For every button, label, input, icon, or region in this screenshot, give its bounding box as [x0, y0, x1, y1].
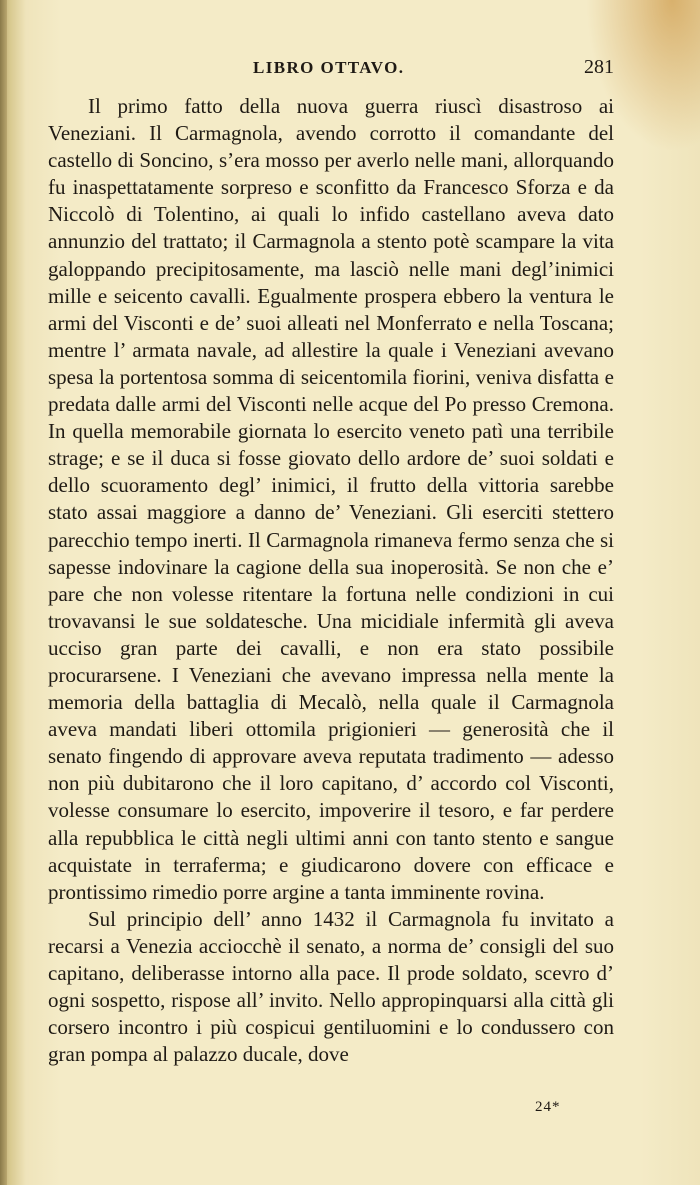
signature-mark: 24*	[535, 1099, 561, 1115]
paragraph: Il primo fatto della nuova guerra riuscì disastroso ai Veneziani. Il Carmagnola, avendo corrotto il comandante del castello di Soncino, s’era mosso per averlo nelle mani, allorquando fu inaspettatamente sorpreso e sconfitto da Francesco Sforza e da Niccolò di Tolentino, ai quali lo infido castellano aveva dato annunzio del trattato; il Carmagnola a stento potè scampare la vita galoppando precipitosamente, ma lasciò nelle mani degl’inimici mille e seicento cavalli. Egualmente prospera ebbero la ventura le armi del Visconti e de’ suoi alleati nel Monferrato e nella Toscana; mentre l’ armata navale, ad allestire la quale i Veneziani avevano spesa la portentosa somma di seicentomila fiorini, veniva disfatta e predata dalle armi del Visconti nelle acque del Po presso Cremona. In quella memorabile giornata lo esercito veneto patì una terribile strage; e se il duca si fosse giovato dello ardore de’ suoi soldati e dello scuoramento degl’ inimici, il frutto della vittoria sarebbe stato assai maggiore a danno de’ Veneziani. Gli eserciti stettero parecchio tempo inerti. Il Carmagnola rimaneva fermo senza che si sapesse indovinare la cagione della sua inoperosità. Se non che e’ pare che non volesse ritentare la fortuna nelle condizioni in cui trovavansi le sue soldatesche. Una micidiale infermità gli aveva ucciso gran parte dei cavalli, e non era stato possibile procurarsene. I Veneziani che avevano impressa nella mente la memoria della battaglia di Mecalò, nella quale il Carmagnola aveva mandati liberi ottomila prigionieri — generosità che il senato fingendo di approvare aveva reputata tradimento — adesso non più dubitarono che il loro capitano, d’ accordo col Visconti, volesse consumare lo esercito, impoverire il tesoro, e far perdere alla repubblica le città negli ultimi anni con tanto stento e sangue acquistate in terraferma; e giudicarono dovere con efficace e prontissimo rimedio porre argine a tanta imminente rovina.	[48, 94, 614, 904]
page-header	[48, 56, 614, 84]
running-head: LIBRO OTTAVO.	[253, 58, 405, 77]
page-number: 281	[584, 56, 614, 78]
book-spine-shadow	[0, 0, 7, 1185]
body-text	[48, 93, 614, 1068]
paragraph: Sul principio dell’ anno 1432 il Carmagnola fu invitato a recarsi a Venezia acciocchè il senato, a norma de’ consigli del suo capitano, deliberasse intorno alla pace. Il prode soldato, scevro d’ ogni sospetto, rispose all’ invito. Nello appropinquarsi alla città gli corsero incontro i più cospicui gentiluomini e lo condussero con gran pompa al palazzo ducale, dove	[48, 906, 614, 1067]
